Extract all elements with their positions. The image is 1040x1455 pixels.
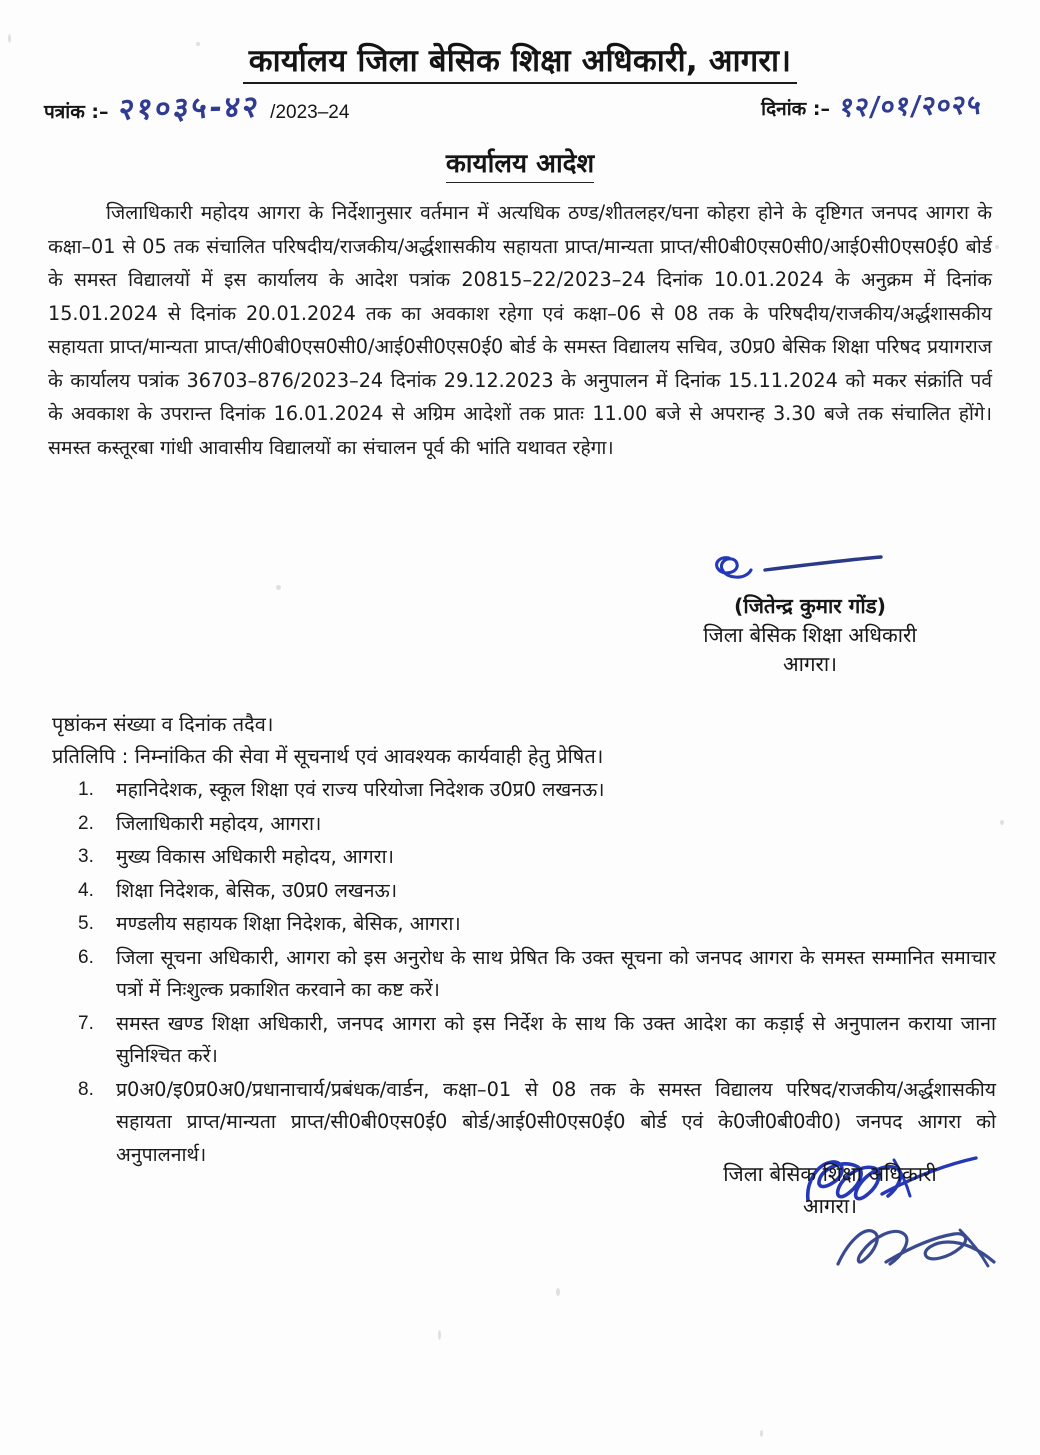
scan-speck [556, 1288, 560, 1296]
scan-speck [1000, 820, 1004, 825]
list-item-text: प्र0अ0/इ0प्र0अ0/प्रधानाचार्य/प्रबंधक/वार्डन, कक्षा–01 से 08 तक के समस्त विद्यालय परिषद/राजकीय/अर्द्धशासकीय सहायता प्राप्त/मान्यता प्राप्त/सी0बी0एस0ई0 बोर्ड/आई0सी0एस0ई0 बोर्ड एवं के0जी0बी0वी0) जनपद आगरा को अनुपालनार्थ। [116, 1077, 996, 1166]
list-item-number: 8. [78, 1078, 94, 1100]
list-item-text: मण्डलीय सहायक शिक्षा निदेशक, बेसिक, आगरा। [116, 912, 461, 935]
list-item-text: जिलाधिकारी महोदय, आगरा। [116, 811, 322, 835]
officer-designation: जिला बेसिक शिक्षा अधिकारी [723, 1162, 937, 1186]
list-item-text: महानिदेशक, स्कूल शिक्षा एवं राज्य परियोजा निदेशक उ0प्र0 लखनऊ। [116, 778, 605, 801]
scan-speck [995, 245, 999, 249]
list-item [52, 1074, 996, 1172]
organization-title: कार्यालय जिला बेसिक शिक्षा अधिकारी, आगरा। [243, 44, 797, 84]
financial-year: /2023–24 [270, 102, 350, 123]
date-value: १२/०१/२०२५ [838, 89, 984, 124]
list-item [52, 875, 996, 908]
page-number-line: पृष्ठांकन संख्या व दिनांक तदैव। [52, 712, 274, 736]
list-item-text: मुख्य विकास अधिकारी महोदय, आगरा। [116, 845, 394, 868]
order-body-text: जिलाधिकारी महोदय आगरा के निर्देशानुसार वर्तमान में अत्यधिक ठण्ड/शीतलहर/घना कोहरा होने के दृष्टिगत जनपद आगरा के कक्षा–01 से 05 तक संचालित परिषदीय/राजकीय/अर्द्धशासकीय सहायता प्राप्त/मान्यता प्राप्त/सी0बी0एस0सी0/आई0सी0एस0ई0 बोर्ड के समस्त विद्यालयों में इस कार्यालय के आदेश पत्रांक 20815–22/2023–24 दिनांक 10.01.2024 के अनुक्रम में दिनांक 15.01.2024 से दिनांक 20.01.2024 तक का अवकाश रहेगा एवं कक्षा–06 से 08 तक के परिषदीय/राजकीय/अर्द्धशासकीय सहायता प्राप्त/मान्यता प्राप्त/सी0बी0एस0सी0/आई0सी0एस0ई0 बोर्ड के समस्त विद्यालय सचिव, उ0प्र0 बेसिक शिक्षा परिषद प्रयागराज के कार्यालय पत्रांक 36703–876/2023–24 दिनांक 29.12.2023 के अनुपालन में दिनांक 15.11.2024 को मकर संक्रांति पर्व के अवकाश के उपरान्त दिनांक 16.01.2024 से अग्रिम आदेशों तक प्रातः 11.00 बजे से अपरान्ह 3.30 बजे तक संचालित होंगे। समस्त कस्तूरबा गांधी आवासीय विद्यालयों का संचालन पूर्व की भांति यथावत रहेगा। [48, 201, 992, 459]
copy-recipients-list [52, 774, 996, 1171]
officer-place: आगरा। [803, 1194, 857, 1218]
date-label: दिनांक :– [761, 98, 830, 120]
letter-number-group [44, 86, 349, 127]
subject-heading: कार्यालय आदेश [446, 144, 594, 183]
officer-designation: जिला बेसिक शिक्षा अधिकारी [703, 623, 917, 647]
list-item [52, 942, 996, 1007]
list-item [52, 841, 996, 874]
organization-header [0, 44, 1040, 84]
scan-speck [276, 585, 281, 590]
letter-number-label: पत्रांक :– [44, 101, 109, 123]
copy-to-line: प्रतिलिपि : निम्नांकित की सेवा में सूचनार्थ एवं आवश्यक कार्यवाही हेतु प्रेषित। [52, 744, 604, 768]
list-item-number: 6. [78, 946, 94, 968]
scan-speck [438, 1330, 441, 1340]
list-item-number: 7. [78, 1012, 94, 1034]
list-item-number: 2. [78, 812, 94, 834]
officer-place: आगरा। [783, 652, 837, 676]
list-item-number: 3. [78, 846, 94, 867]
list-item-text: समस्त खण्ड शिक्षा अधिकारी, जनपद आगरा को इस निर्देश के साथ कि उक्त आदेश का कड़ाई से अनुपालन कराया जाना सुनिश्चित करें। [116, 1011, 996, 1067]
scan-speck [760, 1430, 763, 1437]
list-item-text: जिला सूचना अधिकारी, आगरा को इस अनुरोध के साथ प्रेषित कि उक्त सूचना को जनपद आगरा के समस्त सम्मानित समाचार पत्रों में निःशुल्क प्रकाशित करवाने का कष्ट करें। [116, 945, 996, 1001]
letter-number-value: २१०३५-४२ [116, 89, 262, 128]
letter-meta-row [44, 86, 1012, 132]
signature-block-top [600, 548, 1020, 679]
scan-speck [8, 34, 11, 43]
list-item-text: शिक्षा निदेशक, बेसिक, उ0प्र0 लखनऊ। [116, 878, 398, 902]
list-item-number: 1. [78, 779, 94, 800]
subject-heading-wrap [0, 144, 1040, 183]
list-item-number: 5. [78, 913, 94, 934]
signature-block-bottom [640, 1158, 1020, 1222]
letter-date-group [761, 86, 982, 123]
list-item [52, 774, 996, 807]
endorsement-section [52, 708, 996, 1172]
list-item [52, 1008, 996, 1073]
handwritten-initials-icon [830, 1220, 1030, 1280]
list-item-number: 4. [78, 879, 94, 901]
list-item [52, 908, 996, 941]
list-item [52, 808, 996, 841]
officer-name: (जितेन्द्र कुमार गोंड) [734, 594, 886, 618]
handwritten-signature-icon [600, 548, 1020, 592]
